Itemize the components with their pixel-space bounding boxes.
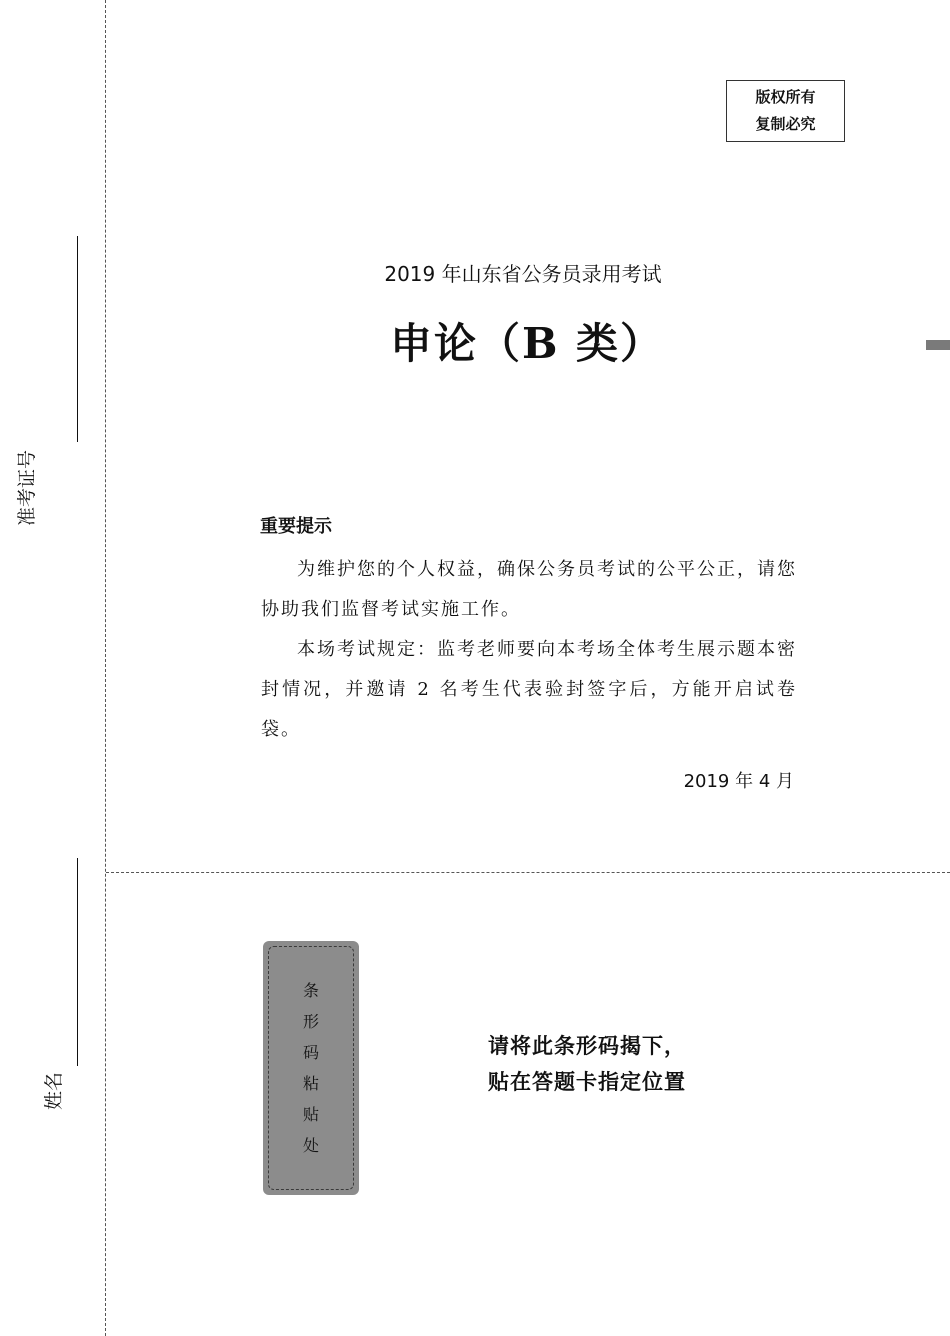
copyright-line-1: 版权所有 [755, 88, 816, 106]
barcode-char: 条 [302, 981, 319, 1000]
notice-paragraph-1: 为维护您的个人权益，确保公务员考试的公平公正，请您协助我们监督考试实施工作。 [261, 559, 797, 620]
binding-fold-line [105, 0, 106, 1336]
name-label: 姓名 [43, 1072, 65, 1111]
barcode-instruction-line-2: 贴在答题卡指定位置 [488, 1070, 686, 1094]
name-fill-line [77, 858, 78, 1066]
notice-date: 2019 年 4 月 [683, 771, 794, 792]
barcode-char: 处 [302, 1136, 319, 1155]
barcode-char: 形 [302, 1012, 319, 1031]
barcode-sticker-area [263, 941, 359, 1195]
copyright-box [726, 80, 845, 142]
notice-heading: 重要提示 [260, 516, 332, 537]
copyright-line-2: 复制必究 [755, 115, 816, 133]
admission-number-label: 准考证号 [16, 450, 38, 527]
barcode-instruction-line-1: 请将此条形码揭下， [488, 1034, 686, 1058]
tear-line [106, 872, 950, 873]
barcode-char: 码 [302, 1043, 319, 1062]
barcode-instruction [488, 1028, 686, 1100]
exam-title: 申论（B 类） [389, 319, 665, 368]
exam-subtitle: 2019 年山东省公务员录用考试 [384, 262, 662, 286]
notice-body [261, 550, 797, 750]
barcode-char: 贴 [302, 1105, 319, 1124]
barcode-sticker-frame [268, 946, 354, 1190]
barcode-char: 粘 [302, 1074, 319, 1093]
notice-paragraph-2: 本场考试规定：监考老师要向本考场全体考生展示题本密封情况，并邀请 2 名考生代表验封签字后，方能开启试卷袋。 [261, 639, 797, 740]
